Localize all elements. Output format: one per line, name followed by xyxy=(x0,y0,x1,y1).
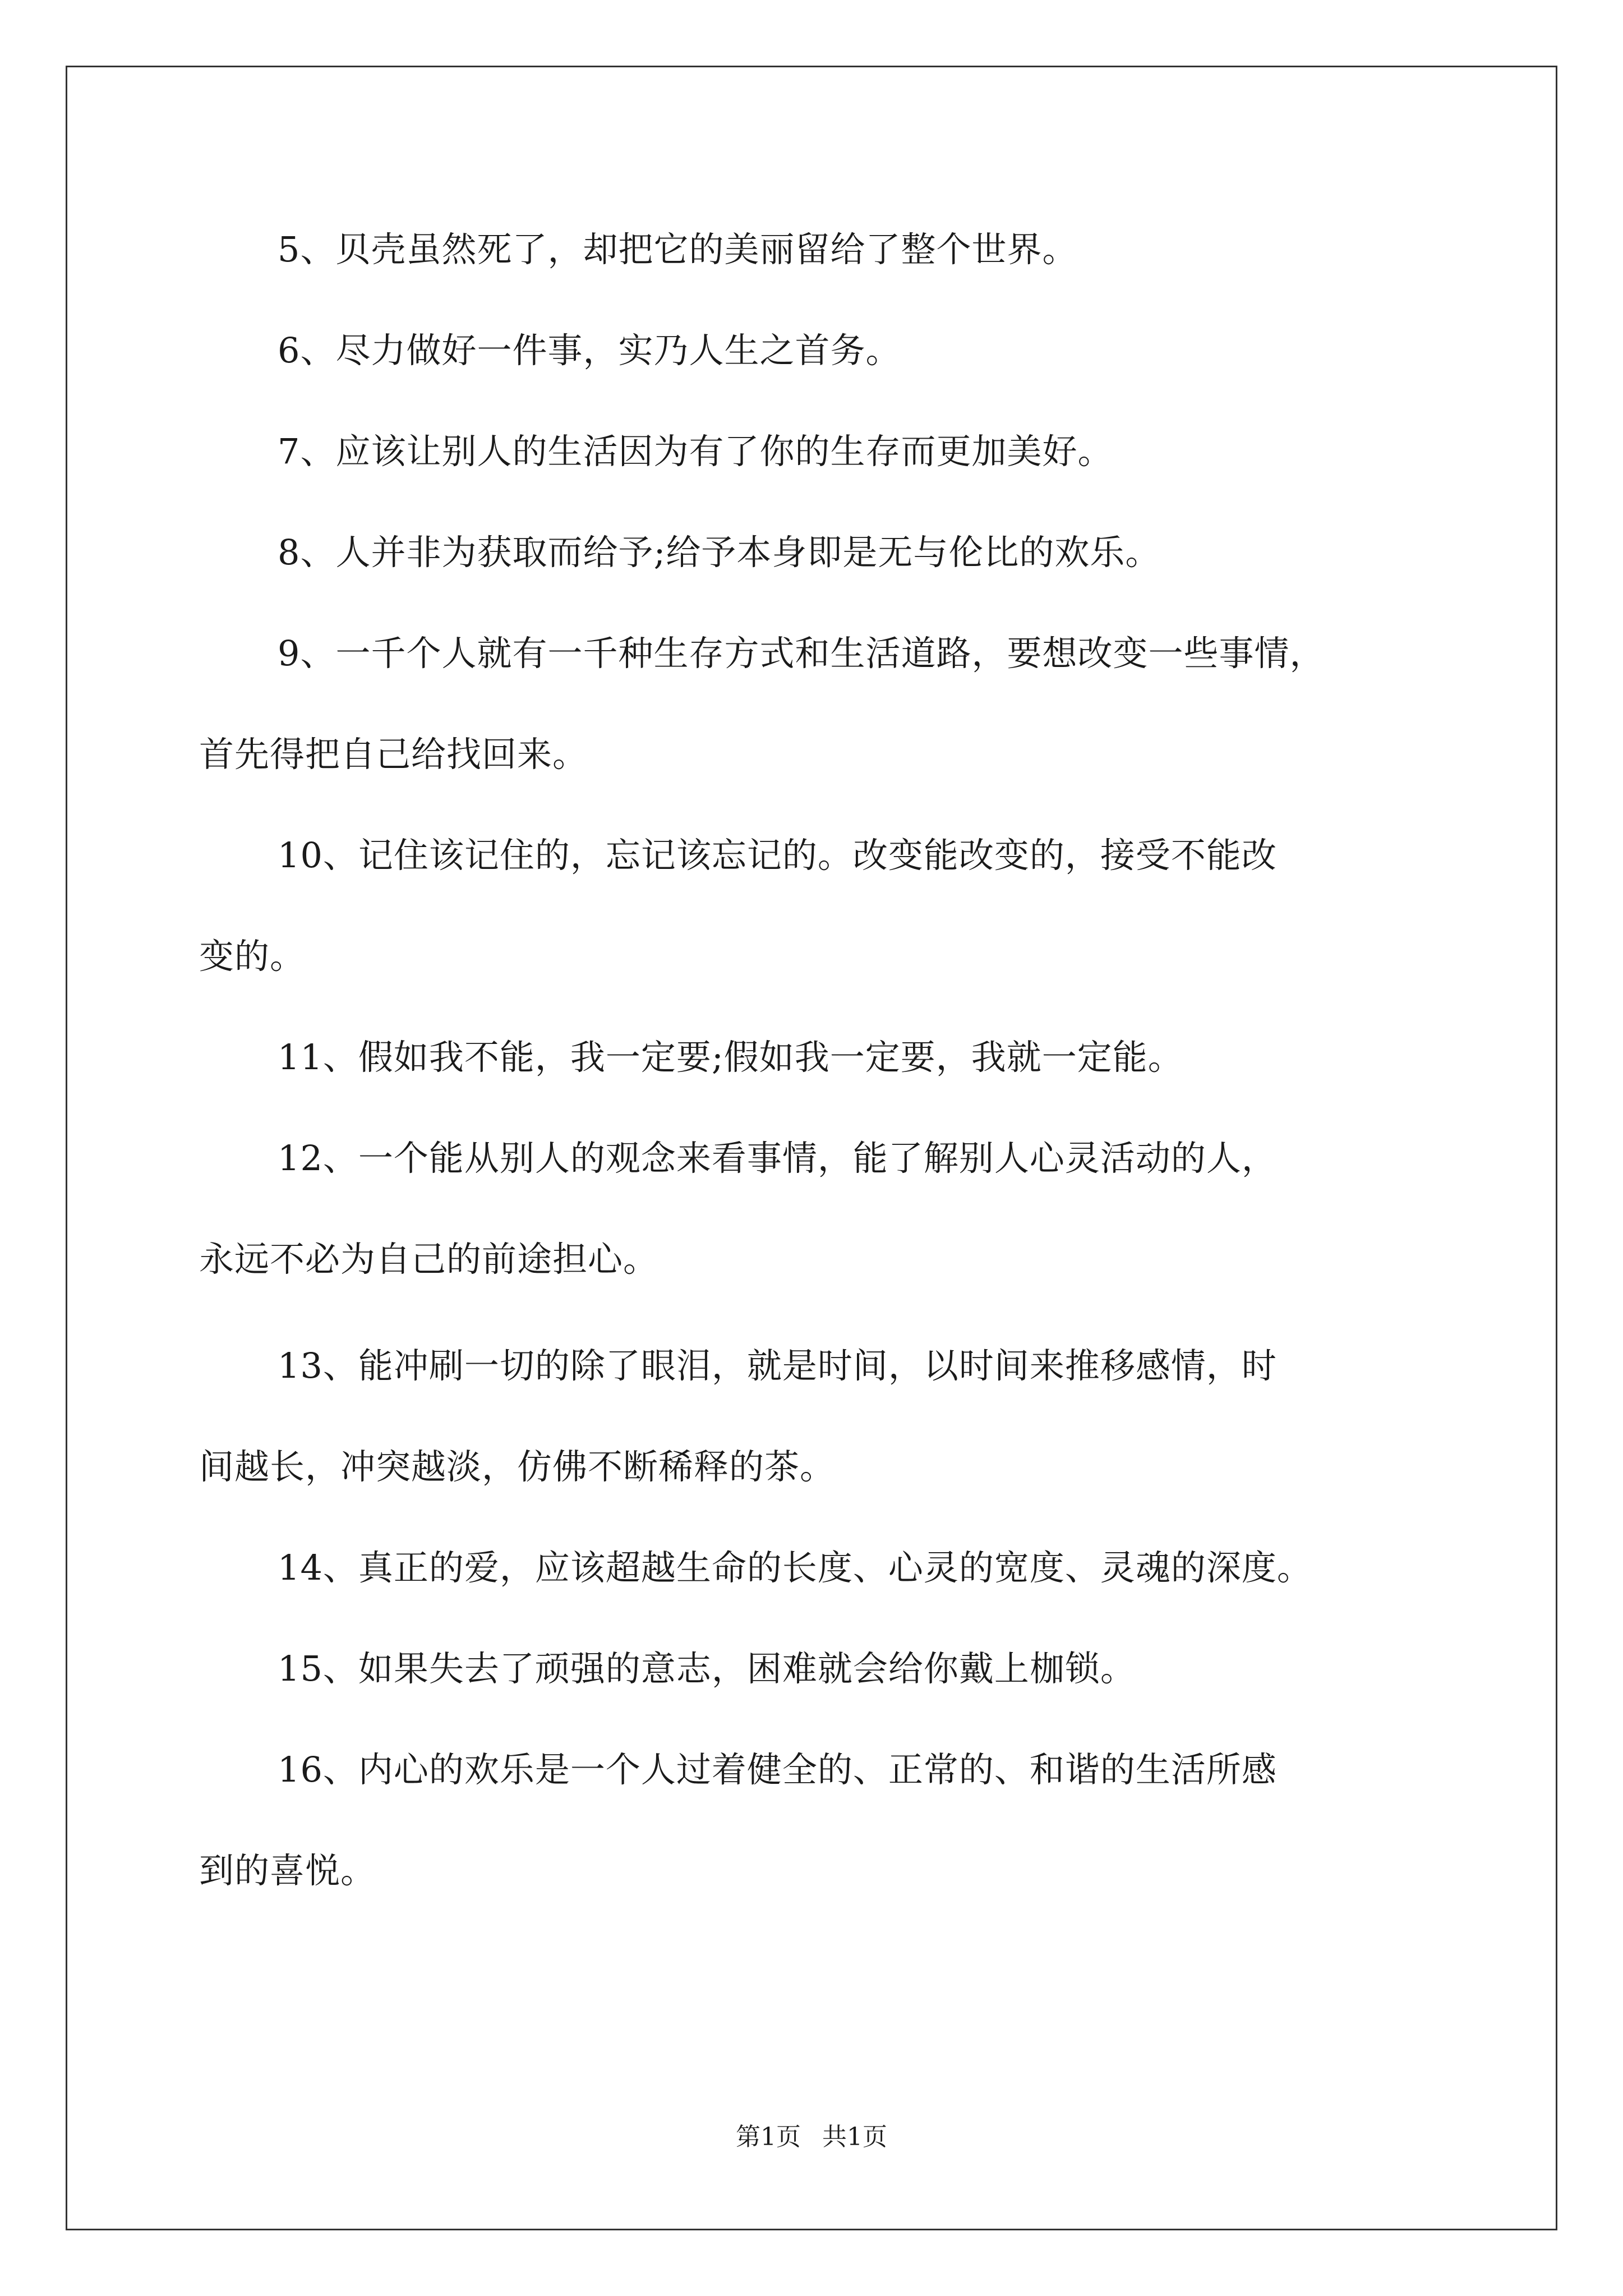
paragraph-line: 6、尽力做好一件事，实乃人生之首务。 xyxy=(278,330,901,371)
paragraph-line: 8、人并非为获取而给予;给予本身即是无与伦比的欢乐。 xyxy=(278,532,1161,573)
page-footer xyxy=(0,2120,1623,2154)
paragraph-line: 永远不必为自己的前途担心。 xyxy=(199,1239,659,1280)
paragraph-line: 15、如果失去了顽强的意志，困难就会给你戴上枷锁。 xyxy=(278,1648,1136,1689)
paragraph-line: 13、能冲刷一切的除了眼泪，就是时间，以时间来推移感情，时 xyxy=(278,1345,1277,1386)
paragraph-line: 首先得把自己给找回来。 xyxy=(199,734,588,775)
paragraph-line: 16、内心的欢乐是一个人过着健全的、正常的、和谐的生活所感 xyxy=(278,1749,1277,1790)
paragraph-line: 9、一千个人就有一千种生存方式和生活道路，要想改变一些事情， xyxy=(278,633,1325,674)
paragraph-line: 间越长，冲突越淡，仿佛不断稀释的茶。 xyxy=(199,1446,836,1487)
paragraph-line: 到的喜悦。 xyxy=(199,1850,376,1891)
paragraph-line: 12、一个能从别人的观念来看事情，能了解别人心灵活动的人， xyxy=(278,1138,1277,1179)
paragraph-line: 5、贝壳虽然死了，却把它的美丽留给了整个世界。 xyxy=(278,229,1078,270)
paragraph-line: 10、记住该记住的，忘记该忘记的。改变能改变的，接受不能改 xyxy=(278,835,1277,876)
page-number: 第1页 xyxy=(736,2123,801,2151)
paragraph-line: 变的。 xyxy=(199,936,306,977)
page-total: 共1页 xyxy=(822,2123,887,2151)
paragraph-line: 14、真正的爱，应该超越生命的长度、心灵的宽度、灵魂的深度。 xyxy=(278,1547,1312,1588)
paragraph-line: 11、假如我不能，我一定要;假如我一定要，我就一定能。 xyxy=(278,1037,1183,1078)
paragraph-line: 7、应该让别人的生活因为有了你的生存而更加美好。 xyxy=(278,431,1113,472)
